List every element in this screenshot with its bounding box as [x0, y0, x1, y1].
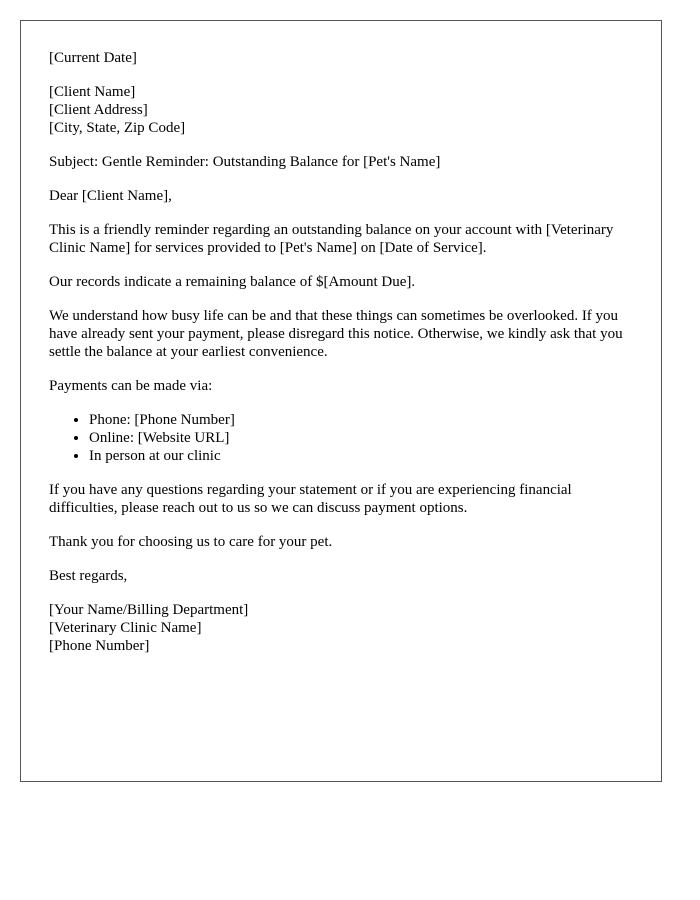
body-paragraph-payment-intro: Payments can be made via: [49, 378, 213, 394]
signature-block [49, 601, 633, 655]
letter-date: [Current Date] [49, 50, 137, 66]
recipient-city-state-zip: [City, State, Zip Code] [49, 120, 186, 136]
letter-page [20, 20, 662, 782]
body-paragraph-balance: Our records indicate a remaining balance of $[Amount Due]. [49, 274, 416, 290]
letter-sign-off: Best regards, [49, 568, 128, 584]
body-paragraph-questions: If you have any questions regarding your statement or if you are experiencing financial difficulties, please reach out to us so we can discuss payment options. [49, 482, 572, 516]
recipient-name: [Client Name] [49, 84, 136, 100]
letter-subject: Subject: Gentle Reminder: Outstanding Balance for [Pet's Name] [49, 154, 441, 170]
body-paragraph-thanks: Thank you for choosing us to care for your pet. [49, 534, 333, 550]
signature-clinic: [Veterinary Clinic Name] [49, 620, 202, 636]
payment-method-phone: • Phone: [Phone Number] [89, 411, 633, 429]
signature-name: [Your Name/Billing Department] [49, 602, 249, 618]
payment-method-in-person: • In person at our clinic [89, 447, 633, 465]
payment-methods-list [49, 411, 633, 465]
body-paragraph-reminder: This is a friendly reminder regarding an outstanding balance on your account with [Veterinary Clinic Name] for services provided to [Pet's Name] on [Date of Service]. [49, 222, 614, 256]
recipient-address: [Client Address] [49, 102, 148, 118]
payment-method-online: • Online: [Website URL] [89, 429, 633, 447]
signature-phone: [Phone Number] [49, 638, 150, 654]
recipient-address-block [49, 83, 633, 137]
letter-salutation: Dear [Client Name], [49, 188, 172, 204]
body-paragraph-understanding: We understand how busy life can be and that these things can sometimes be overlooked. If you have already sent your payment, please disregard this notice. Otherwise, we kindly ask that you settle the balance at your earliest convenience. [49, 308, 623, 360]
